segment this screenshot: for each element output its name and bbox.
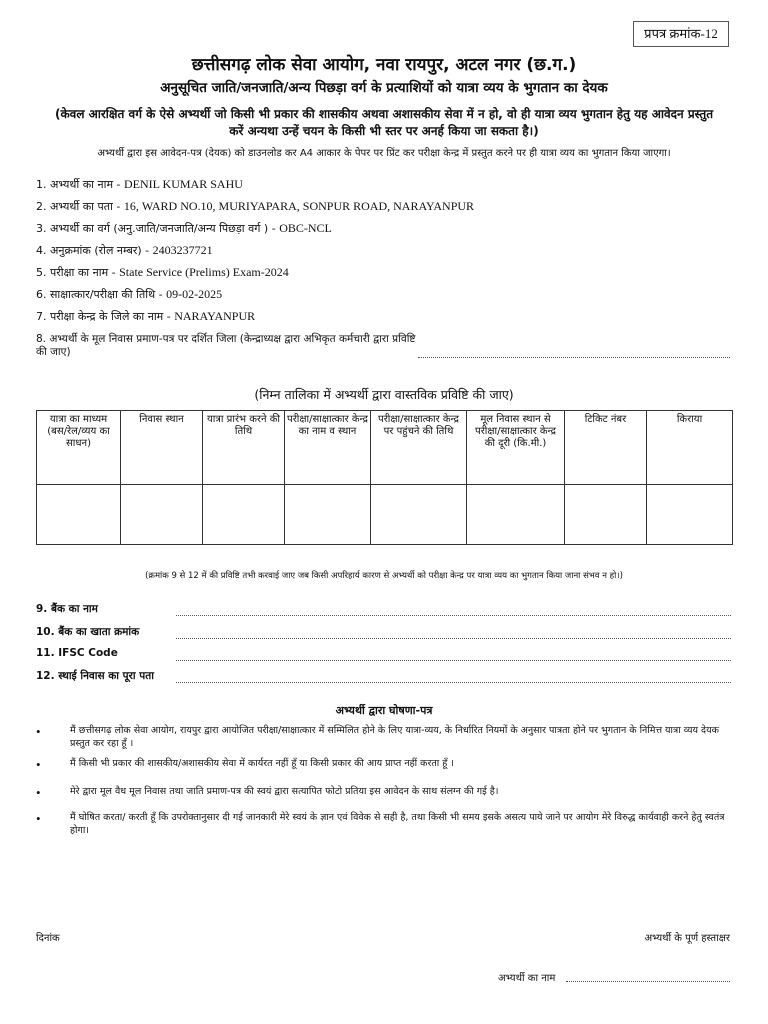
bank-account-input[interactable] xyxy=(176,638,731,639)
cell-distance[interactable] xyxy=(467,485,565,545)
candidate-name-footer-input[interactable] xyxy=(566,981,730,982)
candidate-name-footer-label: अभ्यर्थी का नाम xyxy=(498,973,556,984)
bullet-icon: • xyxy=(36,724,41,739)
field-value: 2403237721 xyxy=(152,243,213,257)
col-travel-mode: यात्रा का माध्यम (बस/रेल/व्यय का साधन) xyxy=(37,411,121,485)
permanent-address-input[interactable] xyxy=(176,682,731,683)
col-distance: मूल निवास स्थान से परीक्षा/साक्षात्कार केन्द्र की दूरी (कि.मी.) xyxy=(467,411,565,485)
col-start-date: यात्रा प्रारंभ करने की तिथि xyxy=(203,411,285,485)
field-label: 4. अनुक्रमांक (रोल नम्बर) - xyxy=(36,244,153,257)
declaration-item: मैं किसी भी प्रकार की शासकीय/अशासकीय सेवा में कार्यरत नहीं हूँ या किसी प्रकार की आय प्राप्त नहीं करता हूँ । xyxy=(70,758,454,769)
domicile-district-input[interactable] xyxy=(418,357,730,358)
field-roll-number xyxy=(36,243,213,258)
signature-label: अभ्यर्थी के पूर्ण हस्ताक्षर xyxy=(644,933,730,944)
cell-fare[interactable] xyxy=(647,485,733,545)
field-label: 6. साक्षात्कार/परीक्षा की तिथि - xyxy=(36,288,167,301)
page-title: छत्तीसगढ़ लोक सेवा आयोग, नवा रायपुर, अटल नगर (छ.ग.) xyxy=(191,55,577,75)
form-number-box: प्रपत्र क्रमांक-12 xyxy=(633,21,729,47)
declaration-heading: अभ्यर्थी द्वारा घोषणा-पत्र xyxy=(335,704,433,717)
field-exam-district xyxy=(36,309,255,324)
field-label: 2. अभ्यर्थी का पता - xyxy=(36,200,124,213)
cell-travel-mode[interactable] xyxy=(37,485,121,545)
field-value: 09-02-2025 xyxy=(166,287,223,301)
field-value: OBC-NCL xyxy=(279,221,332,235)
bank-name-label: 9. बैंक का नाम xyxy=(36,603,98,615)
cell-start-date[interactable] xyxy=(203,485,285,545)
declaration-item: मैं छत्तीसगढ़ लोक सेवा आयोग, रायपुर द्वारा आयोजित परीक्षा/साक्षात्कार में सम्मिलित होने के लिए यात्रा-व्यय, के निर्धारित नियमों के अनुसार पात्रता होने पर भुगतान के निमित्त यात्रा व्यय देयक प्रस्तुत कर रहा हूँ । xyxy=(70,725,719,749)
cell-arrival-date[interactable] xyxy=(371,485,467,545)
field-domicile-district-label: 8. अभ्यर्थी के मूल निवास प्रमाण-पत्र पर दर्शित जिला (केन्द्राध्यक्ष द्वारा अभिकृत कर्मचारी द्वारा प्रविष्टि की जाए) xyxy=(36,333,416,358)
cell-ticket-number[interactable] xyxy=(565,485,647,545)
field-value: DENIL KUMAR SAHU xyxy=(124,177,243,191)
field-label: 5. परीक्षा का नाम - xyxy=(36,266,120,279)
field-label: 3. अभ्यर्थी का वर्ग (अनु.जाति/जनजाति/अन्य पिछड़ा वर्ग ) - xyxy=(36,222,280,235)
field-exam-date xyxy=(36,287,222,302)
eligibility-condition: (केवल आरक्षित वर्ग के ऐसे अभ्यर्थी जो किसी भी प्रकार की शासकीय अथवा अशासकीय सेवा में न हो, वो ही यात्रा व्यय भुगतान हेतु यह आवेदन प्रस्तुत करें अन्यथा उन्हें चयन के किसी भी स्तर पर अनर्ह किया जा सकता है।) xyxy=(54,107,714,138)
date-label: दिनांक xyxy=(36,933,60,944)
field-label: 7. परीक्षा केन्द्र के जिले का नाम - xyxy=(36,310,175,323)
table-heading: (निम्न तालिका में अभ्यर्थी द्वारा वास्तविक प्रविष्टि की जाए) xyxy=(254,387,514,402)
field-value: State Service (Prelims) Exam-2024 xyxy=(119,265,289,279)
col-arrival-date: परीक्षा/साक्षात्कार केन्द्र पर पहुंचने की तिथि xyxy=(371,411,467,485)
travel-details-table xyxy=(36,410,733,545)
col-residence: निवास स्थान xyxy=(121,411,203,485)
field-label: 1. अभ्यर्थी का नाम - xyxy=(36,178,125,191)
page-subtitle: अनुसूचित जाति/जनजाति/अन्य पिछड़ा वर्ग के प्रत्याशियों को यात्रा व्यय के भुगतान का देयक xyxy=(160,80,608,96)
col-fare: किराया xyxy=(647,411,733,485)
submission-instruction: अभ्यर्थी द्वारा इस आवेदन-पत्र (देयक) को डाउनलोड कर A4 आकार के पेपर पर प्रिंट कर परीक्षा केन्द्र में प्रस्तुत करने पर ही यात्रा व्यय का भुगतान किया जाएगा। xyxy=(97,148,671,159)
table-header-row xyxy=(37,411,733,485)
table-row xyxy=(37,485,733,545)
ifsc-label: 11. IFSC Code xyxy=(36,647,118,659)
field-candidate-name xyxy=(36,177,243,192)
cell-residence[interactable] xyxy=(121,485,203,545)
field-value: 16, WARD NO.10, MURIYAPARA, SONPUR ROAD, NARAYANPUR xyxy=(123,199,475,213)
bullet-icon: • xyxy=(36,811,41,826)
field-candidate-address xyxy=(36,199,474,214)
cell-exam-centre[interactable] xyxy=(285,485,371,545)
field-candidate-category xyxy=(36,221,332,236)
bullet-icon: • xyxy=(36,757,41,772)
table-note: (क्रमांक 9 से 12 में की प्रविष्टि तभी करवाई जाए जब किसी अपरिहार्य कारण से अभ्यर्थी को परीक्षा केन्द्र पर यात्रा व्यय का भुगतान किया जाना संभव न हो।) xyxy=(145,571,623,581)
field-value: NARAYANPUR xyxy=(174,309,256,323)
ifsc-input[interactable] xyxy=(176,660,731,661)
declaration-item: मेरे द्वारा मूल वैध मूल निवास तथा जाति प्रमाण-पत्र की स्वयं द्वारा सत्यापित फोटो प्रतिया इस आवेदन के साथ संलग्न की गई है। xyxy=(70,786,499,797)
permanent-address-label: 12. स्थाई निवास का पूरा पता xyxy=(36,670,154,682)
bank-account-label: 10. बैंक का खाता क्रमांक xyxy=(36,626,140,638)
col-exam-centre: परीक्षा/साक्षात्कार केन्द्र का नाम व स्थान xyxy=(285,411,371,485)
bank-name-input[interactable] xyxy=(176,615,731,616)
declaration-item: मैं घोषित करता/ करती हूँ कि उपरोक्तानुसार दी गई जानकारी मेरे स्वयं के ज्ञान एवं विवेक से सही है, तथा किसी भी समय इसके असत्य पाये जाने पर आयोग मेरे विरुद्ध कार्यवाही करने हेतु स्वतंत्र होगा। xyxy=(70,812,725,836)
field-exam-name xyxy=(36,265,289,280)
col-ticket-number: टिकिट नंबर xyxy=(565,411,647,485)
bullet-icon: • xyxy=(36,785,41,800)
